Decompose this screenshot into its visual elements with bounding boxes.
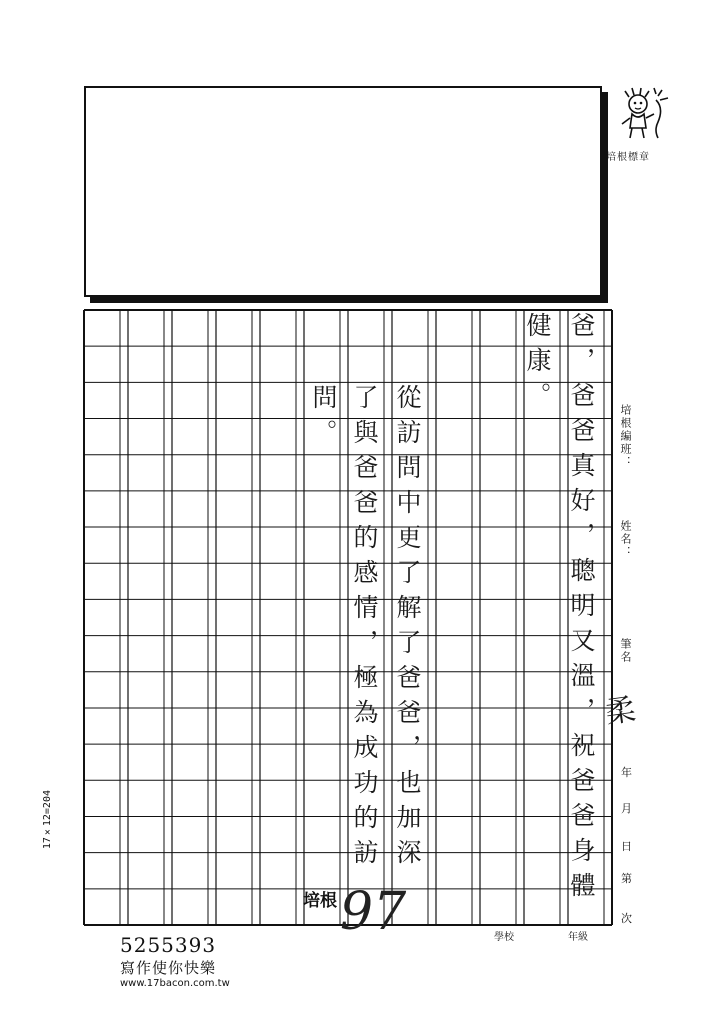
footer-url: www.17bacon.com.tw (120, 978, 230, 989)
score: 97 (340, 882, 407, 942)
name-label: 姓名： (619, 520, 632, 559)
essay-column-5: 問。 (309, 384, 338, 454)
order-label: 次 (621, 912, 632, 925)
year-label: 年 (621, 766, 632, 779)
footer-phone: 5255393 (120, 933, 217, 957)
essay-column-1: 爸，爸爸真好，聰明又溫，祝爸爸身體 (567, 312, 596, 907)
essay-column-2: 健康。 (523, 312, 552, 417)
essay-column-4: 了與爸爸的感情，極為成功的訪 (350, 384, 379, 874)
times-label: 第 (621, 872, 632, 885)
teacher-mark: 培根 (303, 891, 337, 911)
footer-slogan: 寫作使你快樂 (120, 959, 217, 977)
school-label: 學校 (494, 932, 514, 943)
stamp-label: 培根標章 (606, 152, 650, 163)
grade-label: 年級 (568, 932, 588, 943)
class-label: 培根編班： (619, 404, 632, 469)
essay-column-3: 從訪問中更了解了爸爸，也加深 (393, 384, 422, 874)
day-label: 日 (621, 840, 632, 853)
month-label: 月 (621, 802, 632, 815)
pen-name-handwritten: 柔 (603, 692, 638, 731)
grid-spec: 17×12=204 (42, 790, 53, 850)
pen-name-label: 筆名 (619, 638, 632, 664)
